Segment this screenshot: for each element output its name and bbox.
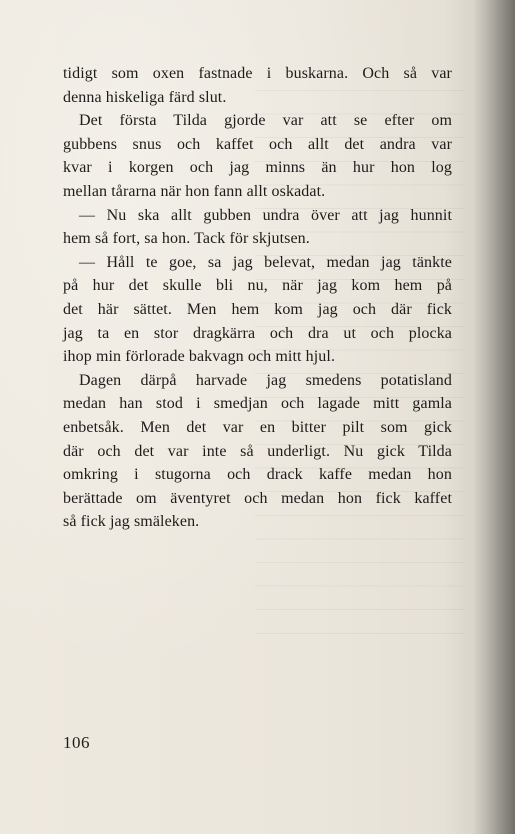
paragraph (63, 62, 452, 109)
text-line: gubbens snus och kaffet och allt det andra var (63, 135, 452, 153)
paragraph (63, 204, 452, 251)
text-line: jag ta en stor dragkärra och dra ut och plocka (63, 324, 452, 342)
text-line: Dagen därpå harvade jag smedens potatisland (79, 371, 452, 389)
text-line: så fick jag smäleken. (63, 513, 200, 531)
text-line: ihop min förlorade bakvagn och mitt hjul. (63, 348, 336, 366)
text-line: enbetsåk. Men det var en bitter pilt som gick (63, 418, 452, 436)
text-line: omkring i stugorna och drack kaffe medan hon (63, 466, 452, 484)
text-line: — Nu ska allt gubben undra över att jag hunnit (79, 206, 452, 224)
text-line: på hur det skulle bli nu, när jag kom hem på (63, 277, 452, 295)
text-line: det här sättet. Men hem kom jag och där fick (63, 300, 452, 318)
text-line: där och det var inte så underligt. Nu gick Tilda (63, 442, 452, 460)
text-line: medan han stod i smedjan och lagade mitt gamla (63, 395, 452, 413)
text-line: — Håll te goe, sa jag belevat, medan jag tänkte (79, 253, 452, 271)
paragraph (63, 369, 452, 534)
paragraph (63, 251, 452, 369)
text-line: denna hiskeliga färd slut. (63, 88, 227, 106)
text-line: tidigt som oxen fastnade i buskarna. Och så var (63, 65, 452, 82)
spine-shadow (473, 0, 515, 834)
page-number: 106 (63, 733, 90, 752)
text-line: Det första Tilda gjorde var att se efter om (79, 112, 452, 130)
text-line: mellan tårarna när hon fann allt oskadat. (63, 182, 326, 200)
paragraph (63, 109, 452, 203)
text-line: kvar i korgen och jag minns än hur hon log (63, 159, 452, 177)
body-text (63, 62, 452, 534)
text-line: berättade om äventyret och medan hon fick kaffet (63, 489, 452, 507)
text-line: hem så fort, sa hon. Tack för skjutsen. (63, 230, 310, 248)
